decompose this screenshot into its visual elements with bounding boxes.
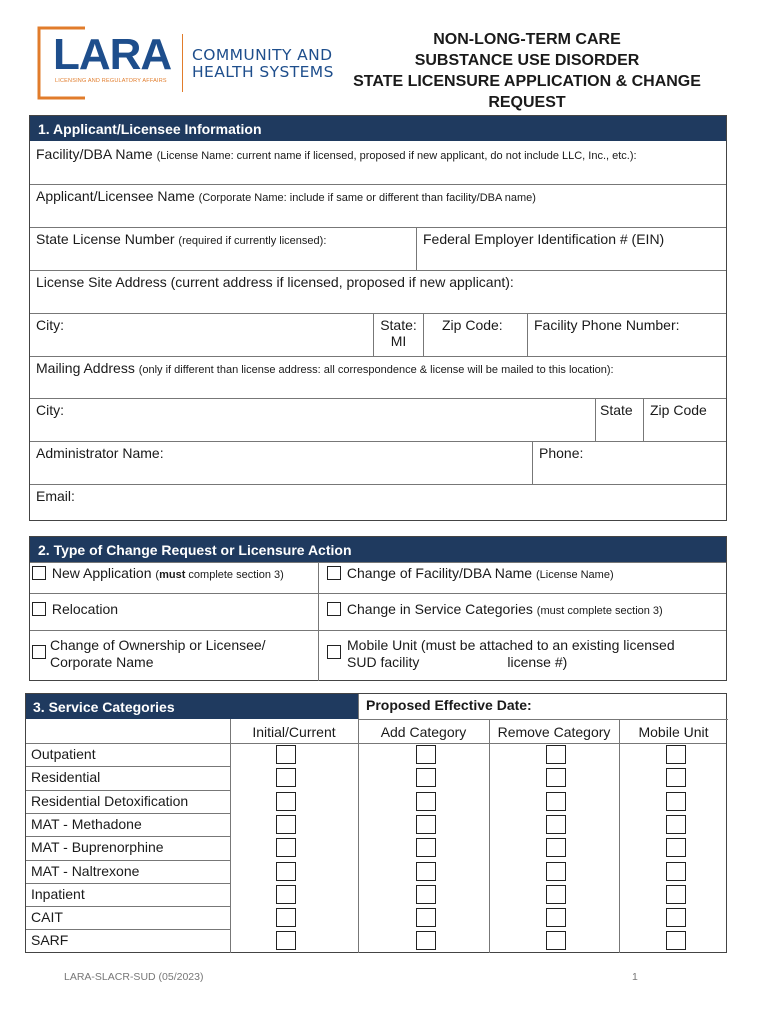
city-field[interactable] [30, 314, 373, 356]
email-label: Email: [36, 488, 75, 504]
service-checkbox-mobile[interactable] [666, 815, 686, 834]
mailing-state-field[interactable] [595, 399, 643, 441]
service-checkbox-initial[interactable] [276, 815, 296, 834]
change-service-checkbox[interactable] [327, 602, 341, 616]
zip-field[interactable] [423, 314, 527, 356]
administrator-phone-label: Phone: [539, 445, 584, 461]
section-change-request [29, 536, 727, 681]
change-service-note: (must complete section 3) [536, 605, 663, 617]
site-city-row [30, 313, 726, 356]
new-application-option[interactable] [30, 563, 318, 593]
change-ownership-line2: Corporate Name [50, 654, 154, 670]
form-id: LARA-SLACR-SUD (05/2023) [64, 971, 204, 983]
section1-heading: 1. Applicant/Licensee Information [30, 116, 726, 141]
section3-heading: 3. Service Categories [26, 694, 358, 719]
service-checkbox-add[interactable] [416, 815, 436, 834]
mailing-zip-field[interactable] [643, 399, 726, 441]
service-checkbox-mobile[interactable] [666, 768, 686, 787]
service-checkbox-mobile[interactable] [666, 885, 686, 904]
state-value: MI [390, 333, 407, 349]
service-checkbox-remove[interactable] [546, 908, 566, 927]
service-row-label: Residential [31, 769, 101, 786]
service-checkbox-add[interactable] [416, 768, 436, 787]
logo-department [192, 47, 334, 81]
lara-logo [37, 26, 177, 100]
change-row-1 [30, 562, 726, 593]
applicant-name-field[interactable] [30, 184, 726, 227]
mailing-address-field[interactable] [30, 356, 726, 398]
service-checkbox-initial[interactable] [276, 931, 296, 950]
service-row-label: Residential Detoxification [31, 792, 189, 809]
new-application-label: New Application [51, 565, 152, 581]
relocation-option[interactable] [30, 594, 318, 630]
zip-label: Zip Code: [442, 317, 503, 333]
service-checkbox-initial[interactable] [276, 862, 296, 881]
logo-divider [182, 34, 183, 92]
page-number: 1 [632, 971, 638, 983]
service-checkbox-initial[interactable] [276, 885, 296, 904]
change-row-2 [30, 593, 726, 630]
logo-subtext: LICENSING AND REGULATORY AFFAIRS [55, 78, 167, 84]
service-row-label: SARF [31, 932, 69, 949]
mailing-address-note: (only if different than license address: all correspondence & license will be mailed to this location): [138, 364, 614, 376]
administrator-phone-field[interactable] [532, 442, 726, 484]
site-address-field[interactable] [30, 270, 726, 313]
facility-phone-field[interactable] [527, 314, 726, 356]
service-checkbox-mobile[interactable] [666, 931, 686, 950]
change-service-label: Change in Service Categories [346, 601, 533, 617]
service-checkbox-remove[interactable] [546, 931, 566, 950]
service-checkbox-remove[interactable] [546, 815, 566, 834]
logo-department-line2: HEALTH SYSTEMS [192, 63, 334, 81]
state-license-field[interactable] [30, 228, 416, 270]
applicant-name-note: (Corporate Name: include if same or different than facility/DBA name) [198, 192, 536, 204]
section-applicant-info [29, 115, 727, 521]
service-checkbox-add[interactable] [416, 908, 436, 927]
col-mobile-unit: Mobile Unit [638, 724, 709, 740]
site-address-label: License Site Address (current address if licensed, proposed if new applicant): [36, 274, 514, 290]
service-checkbox-add[interactable] [416, 792, 436, 811]
mailing-city-field[interactable] [30, 399, 595, 441]
service-checkbox-remove[interactable] [546, 745, 566, 764]
service-checkbox-remove[interactable] [546, 768, 566, 787]
service-checkbox-remove[interactable] [546, 792, 566, 811]
facility-name-label: Facility/DBA Name [36, 146, 153, 162]
city-label: City: [36, 317, 64, 333]
relocation-checkbox[interactable] [32, 602, 46, 616]
service-row-label: Inpatient [31, 885, 85, 902]
mailing-zip-label: Zip Code [650, 402, 707, 418]
service-row-label: MAT - Buprenorphine [31, 839, 164, 856]
change-ownership-checkbox[interactable] [32, 645, 46, 659]
proposed-effective-date-label[interactable]: Proposed Effective Date: [366, 697, 532, 713]
title-line1: NON-LONG-TERM CARE [433, 31, 621, 48]
mailing-city-label: City: [36, 402, 64, 418]
service-row-label: MAT - Methadone [31, 815, 142, 832]
service-checkbox-mobile[interactable] [666, 908, 686, 927]
logo-text: LARA [53, 30, 172, 79]
service-checkbox-mobile[interactable] [666, 792, 686, 811]
service-checkbox-initial[interactable] [276, 792, 296, 811]
administrator-name-field[interactable] [30, 442, 532, 484]
change-row-3 [30, 630, 726, 681]
facility-phone-label: Facility Phone Number: [534, 317, 680, 333]
mobile-unit-line2a: SUD facility [347, 654, 420, 670]
mobile-unit-checkbox[interactable] [327, 645, 341, 659]
title-line3: STATE LICENSURE APPLICATION & CHANGE [353, 73, 701, 90]
license-ein-row [30, 227, 726, 270]
facility-name-note: (License Name: current name if licensed, proposed if new applicant, do not include LLC, Inc., etc.): [156, 150, 637, 162]
service-checkbox-add[interactable] [416, 862, 436, 881]
service-checkbox-initial[interactable] [276, 768, 296, 787]
administrator-row [30, 441, 726, 484]
change-name-checkbox[interactable] [327, 566, 341, 580]
service-checkbox-add[interactable] [416, 838, 436, 857]
service-checkbox-mobile[interactable] [666, 745, 686, 764]
ein-label: Federal Employer Identification # (EIN) [423, 231, 665, 247]
change-name-option[interactable] [318, 563, 726, 593]
section-service-categories [25, 693, 727, 953]
change-name-note: (License Name) [535, 569, 614, 581]
service-checkbox-mobile[interactable] [666, 838, 686, 857]
service-checkbox-initial[interactable] [276, 908, 296, 927]
col-remove-category: Remove Category [497, 724, 611, 740]
form-title [322, 29, 732, 113]
mobile-unit-line1: Mobile Unit (must be attached to an existing licensed [347, 637, 675, 653]
change-name-label: Change of Facility/DBA Name [346, 565, 533, 581]
service-checkbox-mobile[interactable] [666, 862, 686, 881]
state-license-label: State License Number [36, 231, 175, 247]
service-checkbox-remove[interactable] [546, 838, 566, 857]
facility-name-field[interactable] [30, 141, 726, 184]
mobile-unit-option[interactable] [318, 631, 726, 681]
relocation-label: Relocation [51, 601, 119, 617]
change-service-option[interactable] [318, 594, 726, 630]
title-line4: REQUEST [488, 94, 566, 111]
service-checkbox-remove[interactable] [546, 885, 566, 904]
mailing-state-label: State [600, 402, 633, 418]
col-initial-current: Initial/Current [252, 724, 336, 740]
mailing-city-row [30, 398, 726, 441]
service-checkbox-add[interactable] [416, 885, 436, 904]
state-license-note: (required if currently licensed): [178, 235, 327, 247]
change-ownership-option[interactable] [30, 631, 318, 681]
section2-heading: 2. Type of Change Request or Licensure Action [30, 537, 726, 562]
service-checkbox-add[interactable] [416, 745, 436, 764]
mobile-unit-line2b: license #) [507, 654, 568, 670]
mailing-address-label: Mailing Address [36, 360, 135, 376]
administrator-name-label: Administrator Name: [36, 445, 164, 461]
state-field[interactable] [373, 314, 423, 356]
applicant-name-label: Applicant/Licensee Name [36, 188, 195, 204]
new-application-checkbox[interactable] [32, 566, 46, 580]
col-add-category: Add Category [380, 724, 467, 740]
title-line2: SUBSTANCE USE DISORDER [414, 52, 640, 69]
logo-department-line1: COMMUNITY AND [192, 46, 333, 64]
service-row-label: CAIT [31, 909, 63, 926]
new-application-note: (must complete section 3) [155, 569, 284, 581]
email-field[interactable] [30, 484, 726, 525]
service-checkbox-remove[interactable] [546, 862, 566, 881]
state-label: State: [380, 317, 417, 333]
service-row-label: MAT - Naltrexone [31, 862, 140, 879]
service-checkbox-initial[interactable] [276, 745, 296, 764]
ein-field[interactable] [416, 228, 726, 270]
service-row-label: Outpatient [31, 746, 96, 762]
change-ownership-line1: Change of Ownership or Licensee/ [50, 637, 266, 653]
service-checkbox-add[interactable] [416, 931, 436, 950]
service-checkbox-initial[interactable] [276, 838, 296, 857]
